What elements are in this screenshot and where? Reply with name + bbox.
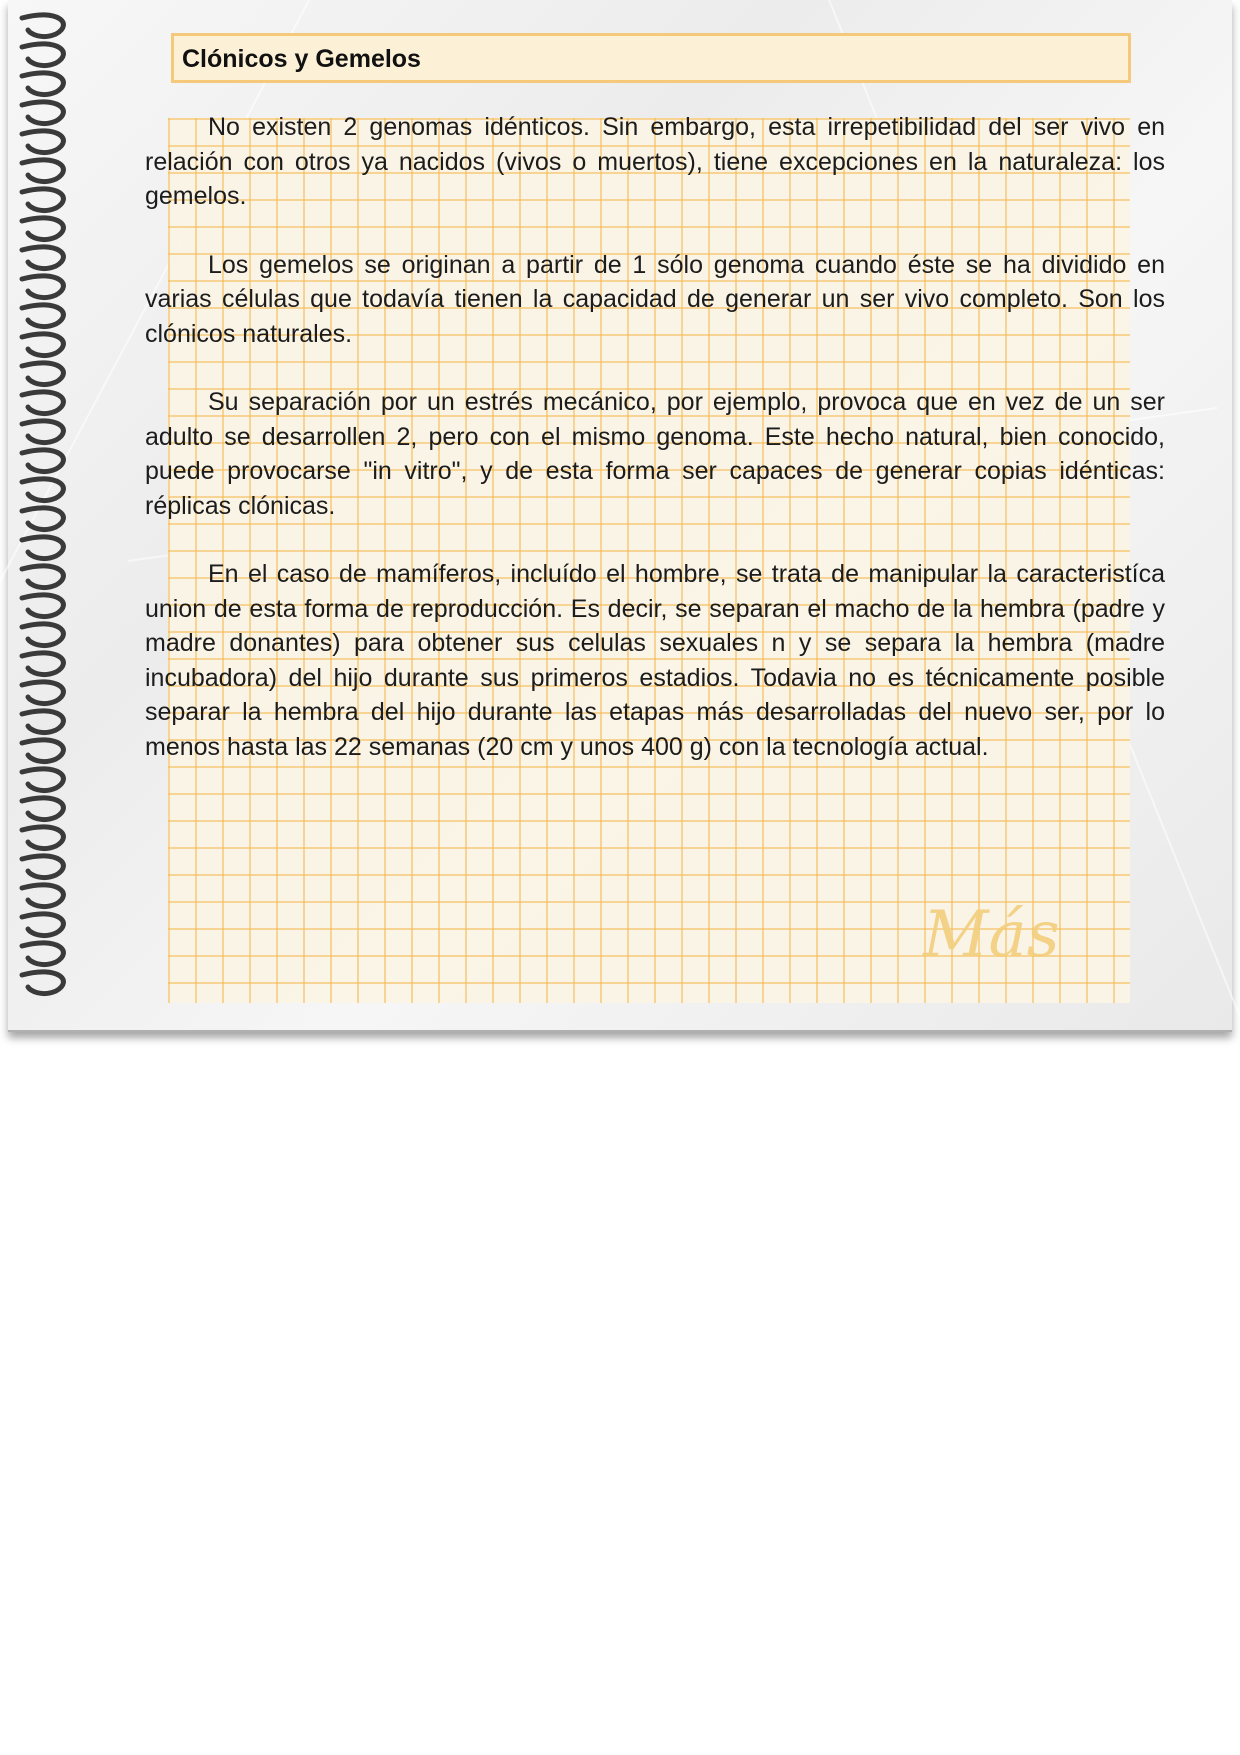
page-title: Clónicos y Gemelos bbox=[182, 45, 421, 73]
spiral-ring bbox=[22, 653, 63, 675]
spiral-ring bbox=[22, 885, 63, 907]
spiral-ring bbox=[22, 682, 63, 704]
spiral-ring bbox=[22, 537, 63, 559]
spiral-ring bbox=[22, 363, 63, 385]
text-body bbox=[145, 110, 1165, 798]
spiral-ring bbox=[22, 305, 63, 327]
spiral-ring bbox=[22, 769, 63, 791]
spiral-ring bbox=[22, 160, 63, 182]
brand-logo: Más bbox=[923, 898, 1060, 972]
spiral-ring bbox=[22, 334, 63, 356]
spiral-ring bbox=[22, 798, 63, 820]
notebook-page bbox=[8, 0, 1232, 1032]
spiral-ring bbox=[22, 479, 63, 501]
spiral-ring bbox=[22, 711, 63, 733]
spiral-ring bbox=[22, 972, 63, 994]
spiral-ring bbox=[22, 450, 63, 472]
paragraph: Los gemelos se originan a partir de 1 sólo genoma cuando éste se ha dividido en varias células que todavía tienen la capacidad de generar un ser vivo completo. Son los clónicos naturales. bbox=[145, 250, 1165, 348]
spiral-binding bbox=[8, 0, 98, 1030]
spiral-ring bbox=[22, 566, 63, 588]
spiral-ring bbox=[22, 943, 63, 965]
paragraph: En el caso de mamíferos, incluído el hombre, se trata de manipular la caracteristíca union de esta forma de reproducción. Es decir, se separan el macho de la hembra (padre y madre donantes) para obtener sus celulas sexuales n y se separa la hembra (madre incubadora) del hijo durante sus primeros estadios. Todavia no es técnicamente posible separar la hembra del hijo durante las etapas más desarrolladas del nuevo ser, por lo menos hasta las 22 semanas (20 cm y unos 400 g) con la tecnología actual. bbox=[145, 560, 1165, 761]
spiral-ring bbox=[22, 73, 63, 95]
paragraph: No existen 2 genomas idénticos. Sin embargo, esta irrepetibilidad del ser vivo en relación con otros ya nacidos (vivos o muertos), tiene excepciones en la naturaleza: los gemelos. bbox=[145, 113, 1165, 210]
spiral-ring bbox=[22, 914, 63, 936]
spiral-ring bbox=[22, 740, 63, 762]
spiral-ring bbox=[22, 44, 63, 66]
spiral-ring bbox=[22, 827, 63, 849]
spiral-ring bbox=[22, 276, 63, 298]
spiral-ring bbox=[22, 15, 63, 37]
spiral-ring bbox=[22, 392, 63, 414]
spiral-ring bbox=[22, 218, 63, 240]
spiral-ring bbox=[22, 856, 63, 878]
spiral-ring bbox=[22, 595, 63, 617]
spiral-ring bbox=[22, 189, 63, 211]
paragraph: Su separación por un estrés mecánico, por ejemplo, provoca que en vez de un ser adulto se desarrollen 2, pero con el mismo genoma. Este hecho natural, bien conocido, puede provocarse "in vitro", y de esta forma ser capaces de generar copias idénticas: réplicas clónicas. bbox=[145, 388, 1165, 520]
spiral-ring bbox=[22, 421, 63, 443]
spiral-ring bbox=[22, 624, 63, 646]
title-box bbox=[171, 33, 1131, 83]
spiral-ring bbox=[22, 508, 63, 530]
spiral-ring bbox=[22, 131, 63, 153]
spiral-ring bbox=[22, 247, 63, 269]
spiral-ring bbox=[22, 102, 63, 124]
